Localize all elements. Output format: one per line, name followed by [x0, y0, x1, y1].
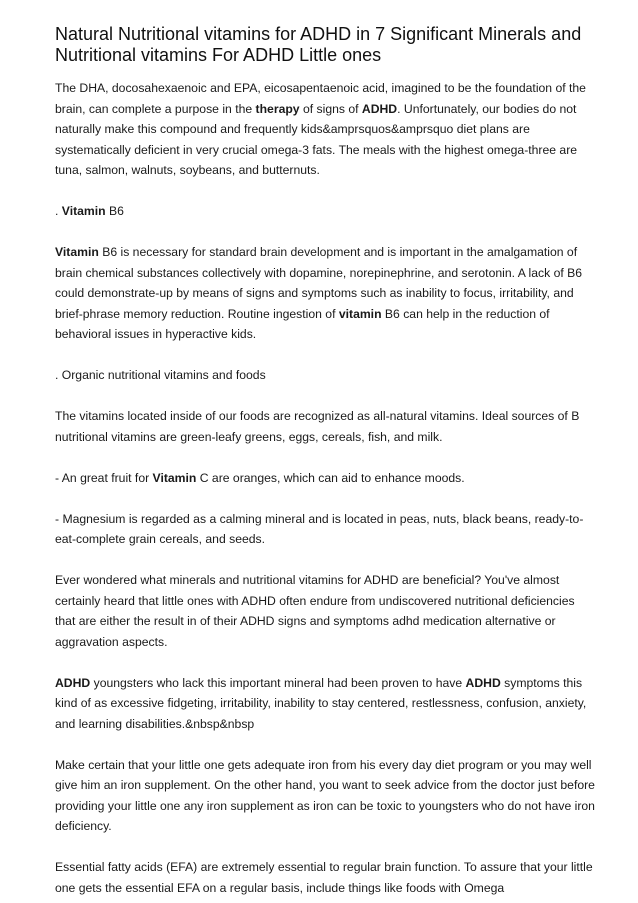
- bold-keyword: ADHD: [465, 675, 501, 690]
- paragraph: [55, 673, 595, 735]
- paragraph-text: of signs of: [299, 101, 362, 116]
- bold-keyword: therapy: [255, 101, 300, 116]
- bold-keyword: ADHD: [361, 101, 398, 116]
- paragraph-text: B6 can help in the reduction of behavioral issues in hyperactive kids.: [55, 306, 550, 341]
- paragraph-text: youngsters who lack this important mineral had been proven to have: [90, 675, 466, 690]
- paragraph-gap: [55, 488, 595, 509]
- paragraph-gap: [55, 386, 595, 407]
- paragraph-gap: [55, 222, 595, 243]
- spacer: [55, 66, 595, 78]
- paragraph-gap: [55, 837, 595, 858]
- bold-keyword: ADHD: [55, 675, 91, 690]
- paragraph-text: C are oranges, which can aid to enhance moods.: [196, 470, 465, 485]
- paragraph: [55, 857, 595, 898]
- bold-keyword: Vitamin: [61, 204, 106, 218]
- paragraph: [55, 78, 595, 181]
- paragraph-gap: [55, 734, 595, 755]
- paragraph-text: - An great fruit for: [55, 470, 153, 485]
- paragraph: [55, 201, 595, 222]
- paragraph-text: B6 is necessary for standard brain development and is important in the amalgamation of brain chemical substances collectively with dopamine, norepinephrine, and serotonin. A lack of B6 could demonstrate-up by means of signs and symptoms such as inability to focus, irritability, and brief-phrase memory reduction. Routine ingestion of: [55, 245, 583, 321]
- paragraph-text: B6: [105, 204, 124, 218]
- paragraph-gap: [55, 181, 595, 202]
- paragraph-gap: [55, 652, 595, 673]
- paragraph-text: . Unfortunately, our bodies do not naturally make this compound and frequently kids&amprsquos&amprsquo diet plans are systematically deficient in very crucial omega-3 fats. The meals with the highest omega-three are tuna, salmon, walnuts, soybeans, and butternuts.: [55, 101, 578, 177]
- paragraph: [55, 468, 595, 489]
- paragraph-gap: [55, 550, 595, 571]
- paragraph: [55, 509, 595, 550]
- paragraph-text: .: [55, 204, 62, 218]
- paragraph: [55, 242, 595, 345]
- document-body: [55, 78, 595, 898]
- document-title: Natural Nutritional vitamins for ADHD in 7 Significant Minerals and Nutritional vitamins For ADHD Little ones: [55, 24, 582, 65]
- paragraph-text: The vitamins located inside of our foods are recognized as all-natural vitamins. Ideal sources of B nutritional vitamins are green-leafy greens, eggs, cereals, fish, and milk.: [55, 409, 580, 444]
- paragraph: [55, 406, 595, 447]
- paragraph-text: . Organic nutritional vitamins and foods: [55, 368, 266, 382]
- paragraph-text: Essential fatty acids (EFA) are extremely essential to regular brain function. To assure that your little one gets the essential EFA on a regular basis, include things like foods with Omega: [55, 860, 593, 895]
- paragraph-text: The DHA, docosahexaenoic and EPA, eicosapentaenoic acid, imagined to be the foundation of the brain, can complete a purpose in the: [55, 81, 586, 116]
- paragraph: [55, 570, 595, 652]
- paragraph: [55, 755, 595, 837]
- paragraph-text: - Magnesium is regarded as a calming mineral and is located in peas, nuts, black beans, ready-to-eat-complete grain cereals, and seeds.: [55, 511, 584, 546]
- bold-keyword: vitamin: [338, 306, 382, 321]
- bold-keyword: Vitamin: [152, 470, 197, 485]
- document-page: [55, 24, 595, 898]
- paragraph-gap: [55, 447, 595, 468]
- paragraph-gap: [55, 345, 595, 366]
- bold-keyword: Vitamin: [55, 245, 99, 259]
- paragraph: [55, 365, 595, 386]
- paragraph-text: Ever wondered what minerals and nutritional vitamins for ADHD are beneficial? You've almost certainly heard that little ones with ADHD often endure from undiscovered nutritional deficiencies that are either the result in of their ADHD signs and symptoms adhd medication alternative or aggravation aspects.: [55, 573, 575, 649]
- paragraph-text: Make certain that your little one gets adequate iron from his every day diet program or you may well give him an iron supplement. On the other hand, you want to seek advice from the doctor just before providing your little one any iron supplement as iron can be toxic to youngsters who do not have iron deficiency.: [55, 757, 595, 833]
- paragraph-text: symptoms this kind of as excessive fidgeting, irritability, inability to stay centered, restlessness, confusion, anxiety, and learning disabilities.&nbsp&nbsp: [55, 675, 587, 731]
